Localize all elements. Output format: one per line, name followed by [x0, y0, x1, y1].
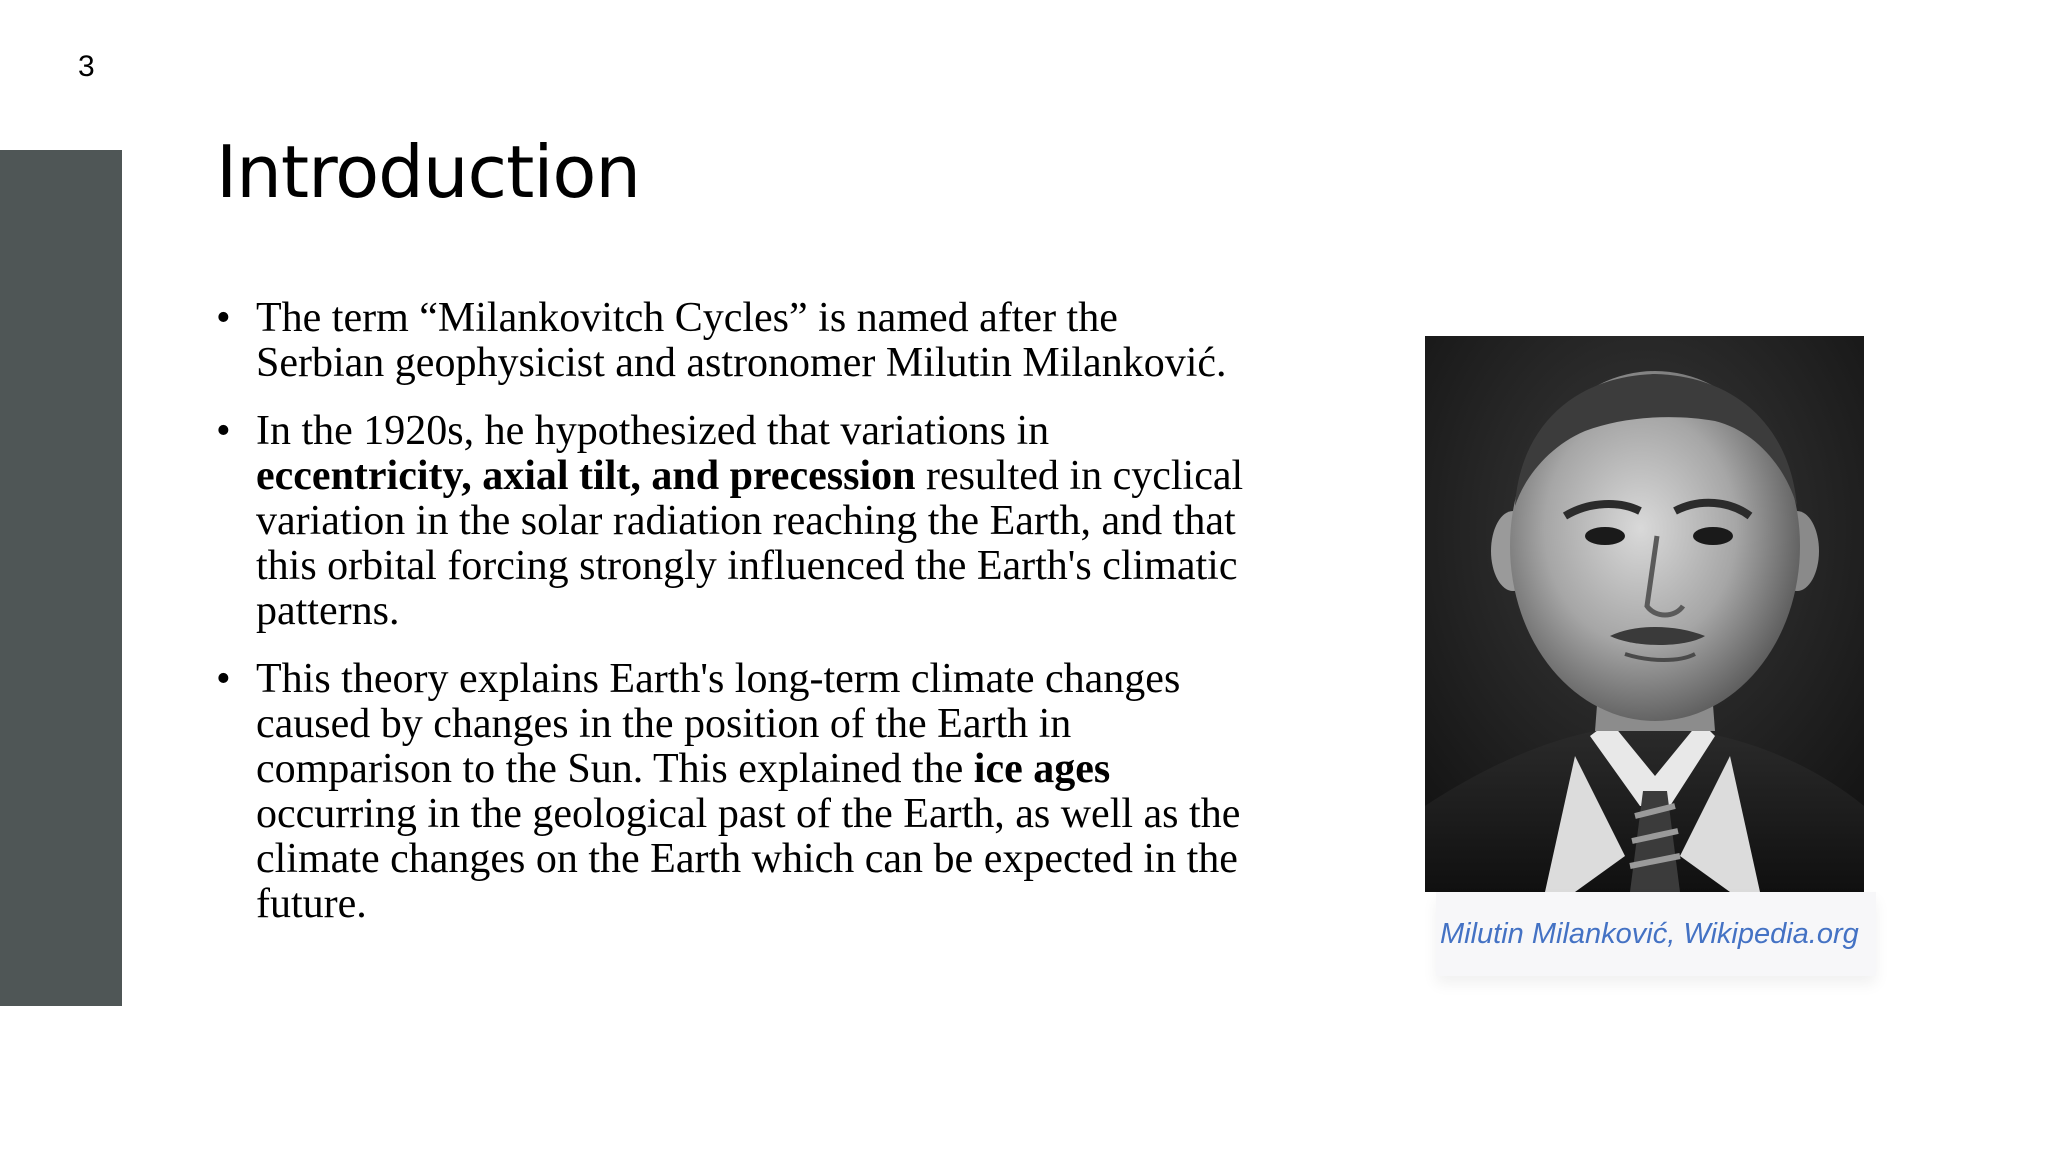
bullet-text: In the 1920s, he hypothesized that variations in — [256, 408, 1050, 454]
bullet-text: occurring in the geological past of the Earth, as well as the climate changes on the Earth which can be expected in the future. — [256, 791, 1241, 927]
bullet-item — [216, 657, 1246, 927]
bullet-text: resulted in cyclical variation in the solar radiation reaching the Earth, and that this orbital forcing strongly influenced the Earth's climatic patterns. — [256, 453, 1244, 634]
bullet-text: This theory explains Earth's long-term climate changes caused by changes in the position of the Earth in comparison to the Sun. This explained the — [256, 656, 1181, 792]
accent-sidebar — [0, 150, 122, 1006]
portrait-photo — [1425, 336, 1864, 892]
slide-title: Introduction — [216, 130, 641, 214]
bullet-bold-text: eccentricity, axial tilt, and precession — [256, 453, 916, 499]
bullet-item — [216, 296, 1246, 386]
portrait-photo-illustration — [1425, 336, 1864, 892]
bullet-list — [216, 296, 1246, 950]
bullet-bold-text: ice ages — [973, 746, 1111, 792]
bullet-item — [216, 409, 1246, 634]
slide-number: 3 — [78, 50, 95, 83]
photo-caption: Milutin Milanković, Wikipedia.org — [1440, 918, 1859, 950]
bullet-text: The term “Milankovitch Cycles” is named after the Serbian geophysicist and astronomer Milutin Milanković. — [256, 295, 1227, 386]
